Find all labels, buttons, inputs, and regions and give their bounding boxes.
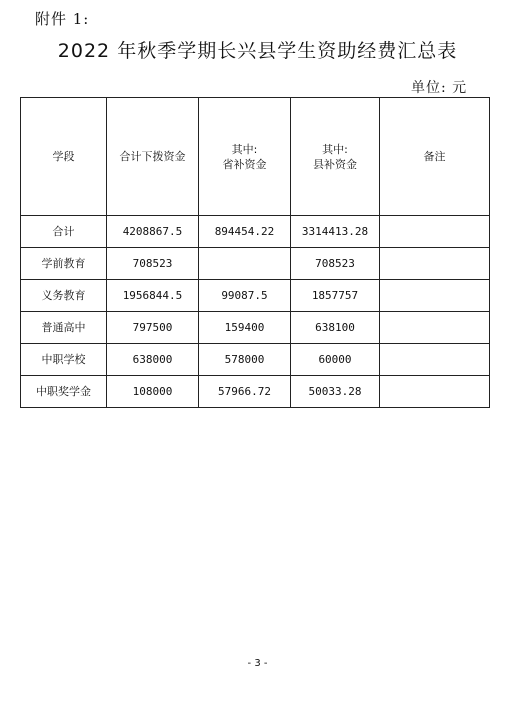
table-row (21, 248, 490, 280)
cell-province: 57966.72 (199, 376, 291, 408)
cell-stage: 义务教育 (21, 280, 107, 312)
column-header-total: 合计下拨资金 (107, 98, 199, 216)
column-header-province-line2: 省补资金 (222, 157, 267, 171)
document-title: 2022 年秋季学期长兴县学生资助经费汇总表 (57, 40, 458, 62)
table-row (21, 216, 490, 248)
cell-county: 50033.28 (291, 376, 380, 408)
cell-remark (380, 344, 490, 376)
cell-total: 108000 (107, 376, 199, 408)
cell-stage: 学前教育 (21, 248, 107, 280)
cell-county: 60000 (291, 344, 380, 376)
table-row (21, 344, 490, 376)
column-header-county (291, 98, 380, 216)
cell-total: 797500 (107, 312, 199, 344)
cell-province (199, 248, 291, 280)
column-header-province-line1: 其中: (231, 142, 258, 156)
cell-province: 578000 (199, 344, 291, 376)
cell-total: 708523 (107, 248, 199, 280)
cell-remark (380, 376, 490, 408)
cell-county: 638100 (291, 312, 380, 344)
cell-remark (380, 280, 490, 312)
table-row (21, 312, 490, 344)
column-header-province (199, 98, 291, 216)
cell-province: 99087.5 (199, 280, 291, 312)
page-number: - 3 - (247, 658, 268, 669)
table-row (21, 280, 490, 312)
cell-total: 4208867.5 (107, 216, 199, 248)
attachment-label: 附件 1: (35, 10, 90, 28)
table-header-row (21, 98, 490, 216)
cell-remark (380, 216, 490, 248)
column-header-county-line1: 其中: (322, 142, 348, 156)
cell-county: 1857757 (291, 280, 380, 312)
cell-county: 708523 (291, 248, 380, 280)
column-header-stage: 学段 (21, 98, 107, 216)
cell-province: 894454.22 (199, 216, 291, 248)
table-row (21, 376, 490, 408)
unit-label: 单位: 元 (411, 80, 468, 96)
funding-summary-table (20, 97, 490, 408)
cell-stage: 中职学校 (21, 344, 107, 376)
cell-remark (380, 248, 490, 280)
cell-stage: 合计 (21, 216, 107, 248)
cell-total: 1956844.5 (107, 280, 199, 312)
cell-stage: 中职奖学金 (21, 376, 107, 408)
cell-remark (380, 312, 490, 344)
cell-province: 159400 (199, 312, 291, 344)
column-header-county-line2: 县补资金 (313, 157, 357, 171)
cell-stage: 普通高中 (21, 312, 107, 344)
cell-county: 3314413.28 (291, 216, 380, 248)
cell-total: 638000 (107, 344, 199, 376)
column-header-remark: 备注 (380, 98, 490, 216)
